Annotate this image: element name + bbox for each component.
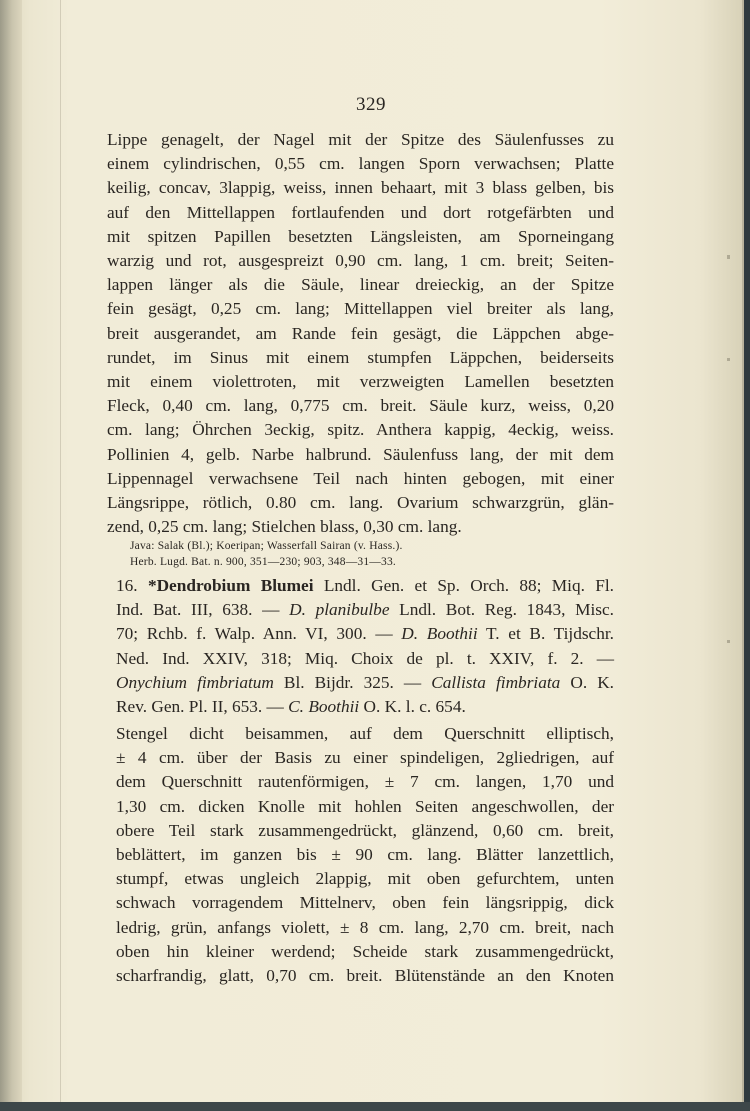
margin-mark (727, 255, 730, 259)
text-line: beblättert, im ganzen bis ± 90 cm. lang. Blätter lanzettlich, (116, 845, 614, 865)
text-line: rundet, im Sinus mit einem stumpfen Läppchen, beiderseits (107, 347, 614, 367)
text-line: Fleck, 0,40 cm. lang, 0,775 cm. breit. Säule kurz, weiss, 0,20 (107, 396, 614, 416)
paragraph-flower-description (107, 128, 614, 539)
text-line: fein gesägt, 0,25 cm. lang; Mittellappen viel breiter als lang, (107, 299, 614, 319)
synonym-name: Callista fimbriata (431, 672, 561, 692)
text-line: Lippennagel verwachsene Teil nach hinten gebogen, mit einer (107, 468, 614, 488)
herbarium-line: Herb. Lugd. Bat. n. 900, 351—230; 903, 348—31—33. (130, 556, 396, 568)
locality-references (130, 538, 614, 570)
margin-mark (727, 640, 730, 643)
citation-text: Ind. Bat. III, 638. — (116, 600, 290, 620)
text-line: obere Teil stark zusammengedrückt, glänzend, 0,60 cm. breit, (116, 820, 614, 840)
text-line: lappen länger als die Säule, linear dreieckig, an der Spitze (107, 275, 614, 295)
text-line: mit spitzen Papillen besetzten Längsleisten, am Sporneingang (107, 226, 614, 246)
page-gutter-shadow (0, 0, 22, 1102)
citation-line (107, 622, 614, 646)
citation-line (107, 671, 614, 695)
text-line: cm. lang; Öhrchen 3eckig, spitz. Anthera kappig, 4eckig, weiss. (107, 420, 614, 440)
citation-text: T. et B. Tijdschr. (477, 624, 614, 644)
citation-text: Bl. Bijdr. 325. — (273, 672, 432, 692)
text-line: zend, 0,25 cm. lang; Stielchen blass, 0,30 cm. lang. (107, 517, 462, 537)
text-line: stumpf, etwas ungleich 2lappig, mit oben gefurchtem, unten (116, 869, 614, 889)
synonym-name: C. Boothii (288, 697, 360, 717)
citation-text: 70; Rchb. f. Walp. Ann. VI, 300. — (116, 624, 402, 644)
text-line: dem Querschnitt rautenförmigen, ± 7 cm. langen, 1,70 und (116, 772, 614, 792)
species-heading-line (107, 574, 614, 598)
species-synonymy (107, 574, 614, 719)
text-line: ledrig, grün, anfangs violett, ± 8 cm. lang, 2,70 cm. breit, nach (116, 917, 614, 937)
margin-mark (727, 358, 730, 361)
text-line: 1,30 cm. dicken Knolle mit hohlen Seiten angeschwollen, der (116, 796, 614, 816)
text-line: scharfrandig, glatt, 0,70 cm. breit. Blütenstände an den Knoten (116, 966, 614, 986)
text-line: oben hin kleiner werdend; Scheide stark zusammengedrückt, (116, 941, 614, 961)
synonym-name: Onychium fimbriatum (116, 672, 274, 692)
locality-line: Java: Salak (Bl.); Koeripan; Wasserfall Sairan (v. Hass.). (130, 540, 403, 552)
citation-text: Lndl. Bot. Reg. 1843, Misc. (389, 600, 614, 620)
citation-text: O. K. l. c. 654. (359, 697, 466, 717)
text-line: breit ausgerandet, am Rande fein gesägt, die Läppchen abge- (107, 323, 614, 343)
text-line: einem cylindrischen, 0,55 cm. langen Sporn verwachsen; Platte (107, 154, 614, 174)
text-line: Lippe genagelt, der Nagel mit der Spitze des Säulenfusses zu (107, 130, 614, 149)
text-line: Stengel dicht beisammen, auf dem Querschnitt elliptisch, (116, 724, 614, 743)
text-line: warzig und rot, ausgespreizt 0,90 cm. lang, 1 cm. breit; Seiten- (107, 251, 614, 271)
background-edge (0, 1102, 750, 1111)
synonym-name: D. Boothii (401, 624, 478, 644)
text-line: schwach vorragendem Mittelnerv, oben fein längsrippig, dick (116, 893, 614, 913)
paragraph-stem-description (107, 722, 614, 988)
species-number: 16. (116, 576, 138, 595)
gutter-fold-line (60, 0, 61, 1102)
citation-line (107, 598, 614, 622)
species-name: *Dendrobium Blumei (147, 576, 314, 595)
text-line: ± 4 cm. über der Basis zu einer spindeligen, 2gliedrigen, auf (116, 748, 614, 768)
text-line: keilig, concav, 3lappig, weiss, innen behaart, mit 3 blass gelben, bis (107, 178, 614, 198)
synonym-name: D. planibulbe (289, 600, 390, 620)
page-number: 329 (356, 94, 386, 115)
text-line: Längsrippe, rötlich, 0.80 cm. lang. Ovarium schwarzgrün, glän- (107, 493, 614, 513)
text-line: auf den Mittellappen fortlaufenden und dort rotgefärbten und (107, 202, 614, 222)
citation-line (107, 695, 614, 719)
text-line: mit einem violettroten, mit verzweigten Lamellen besetzten (107, 372, 614, 392)
citation-text: O. K. (560, 672, 615, 692)
citation-line: Ned. Ind. XXIV, 318; Miq. Choix de pl. t. XXIV, f. 2. — (116, 648, 614, 668)
text-line: Pollinien 4, gelb. Narbe halbrund. Säulenfuss lang, der mit dem (107, 444, 614, 464)
citation-text: Lndl. Gen. et Sp. Orch. 88; Miq. Fl. (313, 576, 614, 595)
citation-text: Rev. Gen. Pl. II, 653. — (116, 697, 289, 717)
